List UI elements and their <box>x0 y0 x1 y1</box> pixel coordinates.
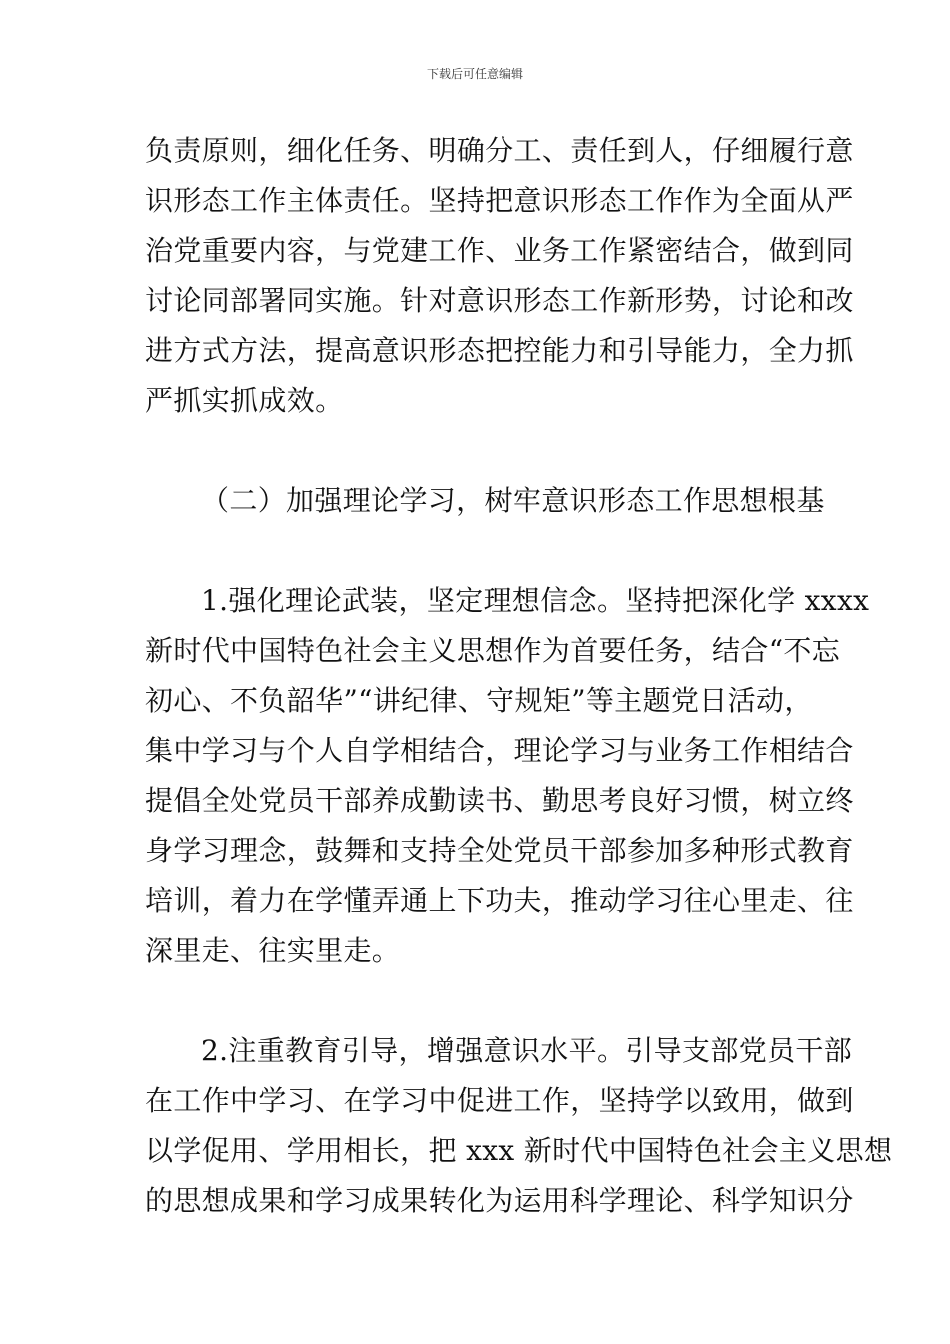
text-line: 严抓实抓成效。 <box>145 384 344 417</box>
paragraph-gap <box>145 526 807 576</box>
text-line: 负责原则，细化任务、明确分工、责任到人，仔细履行意 <box>145 134 854 167</box>
text-line: 深里走、往实里走。 <box>145 934 401 967</box>
text-line: 在工作中学习、在学习中促进工作，坚持学以致用，做到 <box>145 1084 854 1117</box>
text-line: 以学促用、学用相长，把 xxx 新时代中国特色社会主义思想 <box>145 1134 893 1167</box>
paragraph-2 <box>145 576 870 976</box>
paragraph-gap <box>145 426 807 476</box>
text-line: 2.注重教育引导，增强意识水平。引导支部党员干部 <box>201 1034 853 1067</box>
text-line: 初心、不负韶华”“讲纪律、守规矩”等主题党日活动， <box>145 684 813 717</box>
text-line: 讨论同部署同实施。针对意识形态工作新形势，讨论和改 <box>145 284 854 317</box>
text-line: 身学习理念，鼓舞和支持全处党员干部参加多种形式教育 <box>145 834 854 867</box>
text-line: 集中学习与个人自学相结合，理论学习与业务工作相结合 <box>145 734 854 767</box>
page-header: 下载后可任意编辑 <box>426 67 523 81</box>
text-line: 提倡全处党员干部养成勤读书、勤思考良好习惯，树立终 <box>145 784 854 817</box>
text-line: 新时代中国特色社会主义思想作为首要任务，结合“不忘 <box>145 634 841 667</box>
text-line: 1.强化理论武装，坚定理想信念。坚持把深化学 xxxx <box>201 584 870 617</box>
text-line: 识形态工作主体责任。坚持把意识形态工作作为全面从严 <box>145 184 854 217</box>
paragraph-3 <box>145 1026 893 1226</box>
paragraph-gap <box>145 976 807 1026</box>
text-line: 治党重要内容，与党建工作、业务工作紧密结合，做到同 <box>145 234 854 267</box>
text-line: 的思想成果和学习成果转化为运用科学理论、科学知识分 <box>145 1184 854 1217</box>
section-heading: （二）加强理论学习，树牢意识形态工作思想根基 <box>201 484 825 517</box>
text-line: 培训，着力在学懂弄通上下功夫，推动学习往心里走、往 <box>145 884 854 917</box>
paragraph-1 <box>145 126 854 426</box>
document-body <box>145 126 893 1226</box>
text-line: 进方式方法，提高意识形态把控能力和引导能力，全力抓 <box>145 334 854 367</box>
